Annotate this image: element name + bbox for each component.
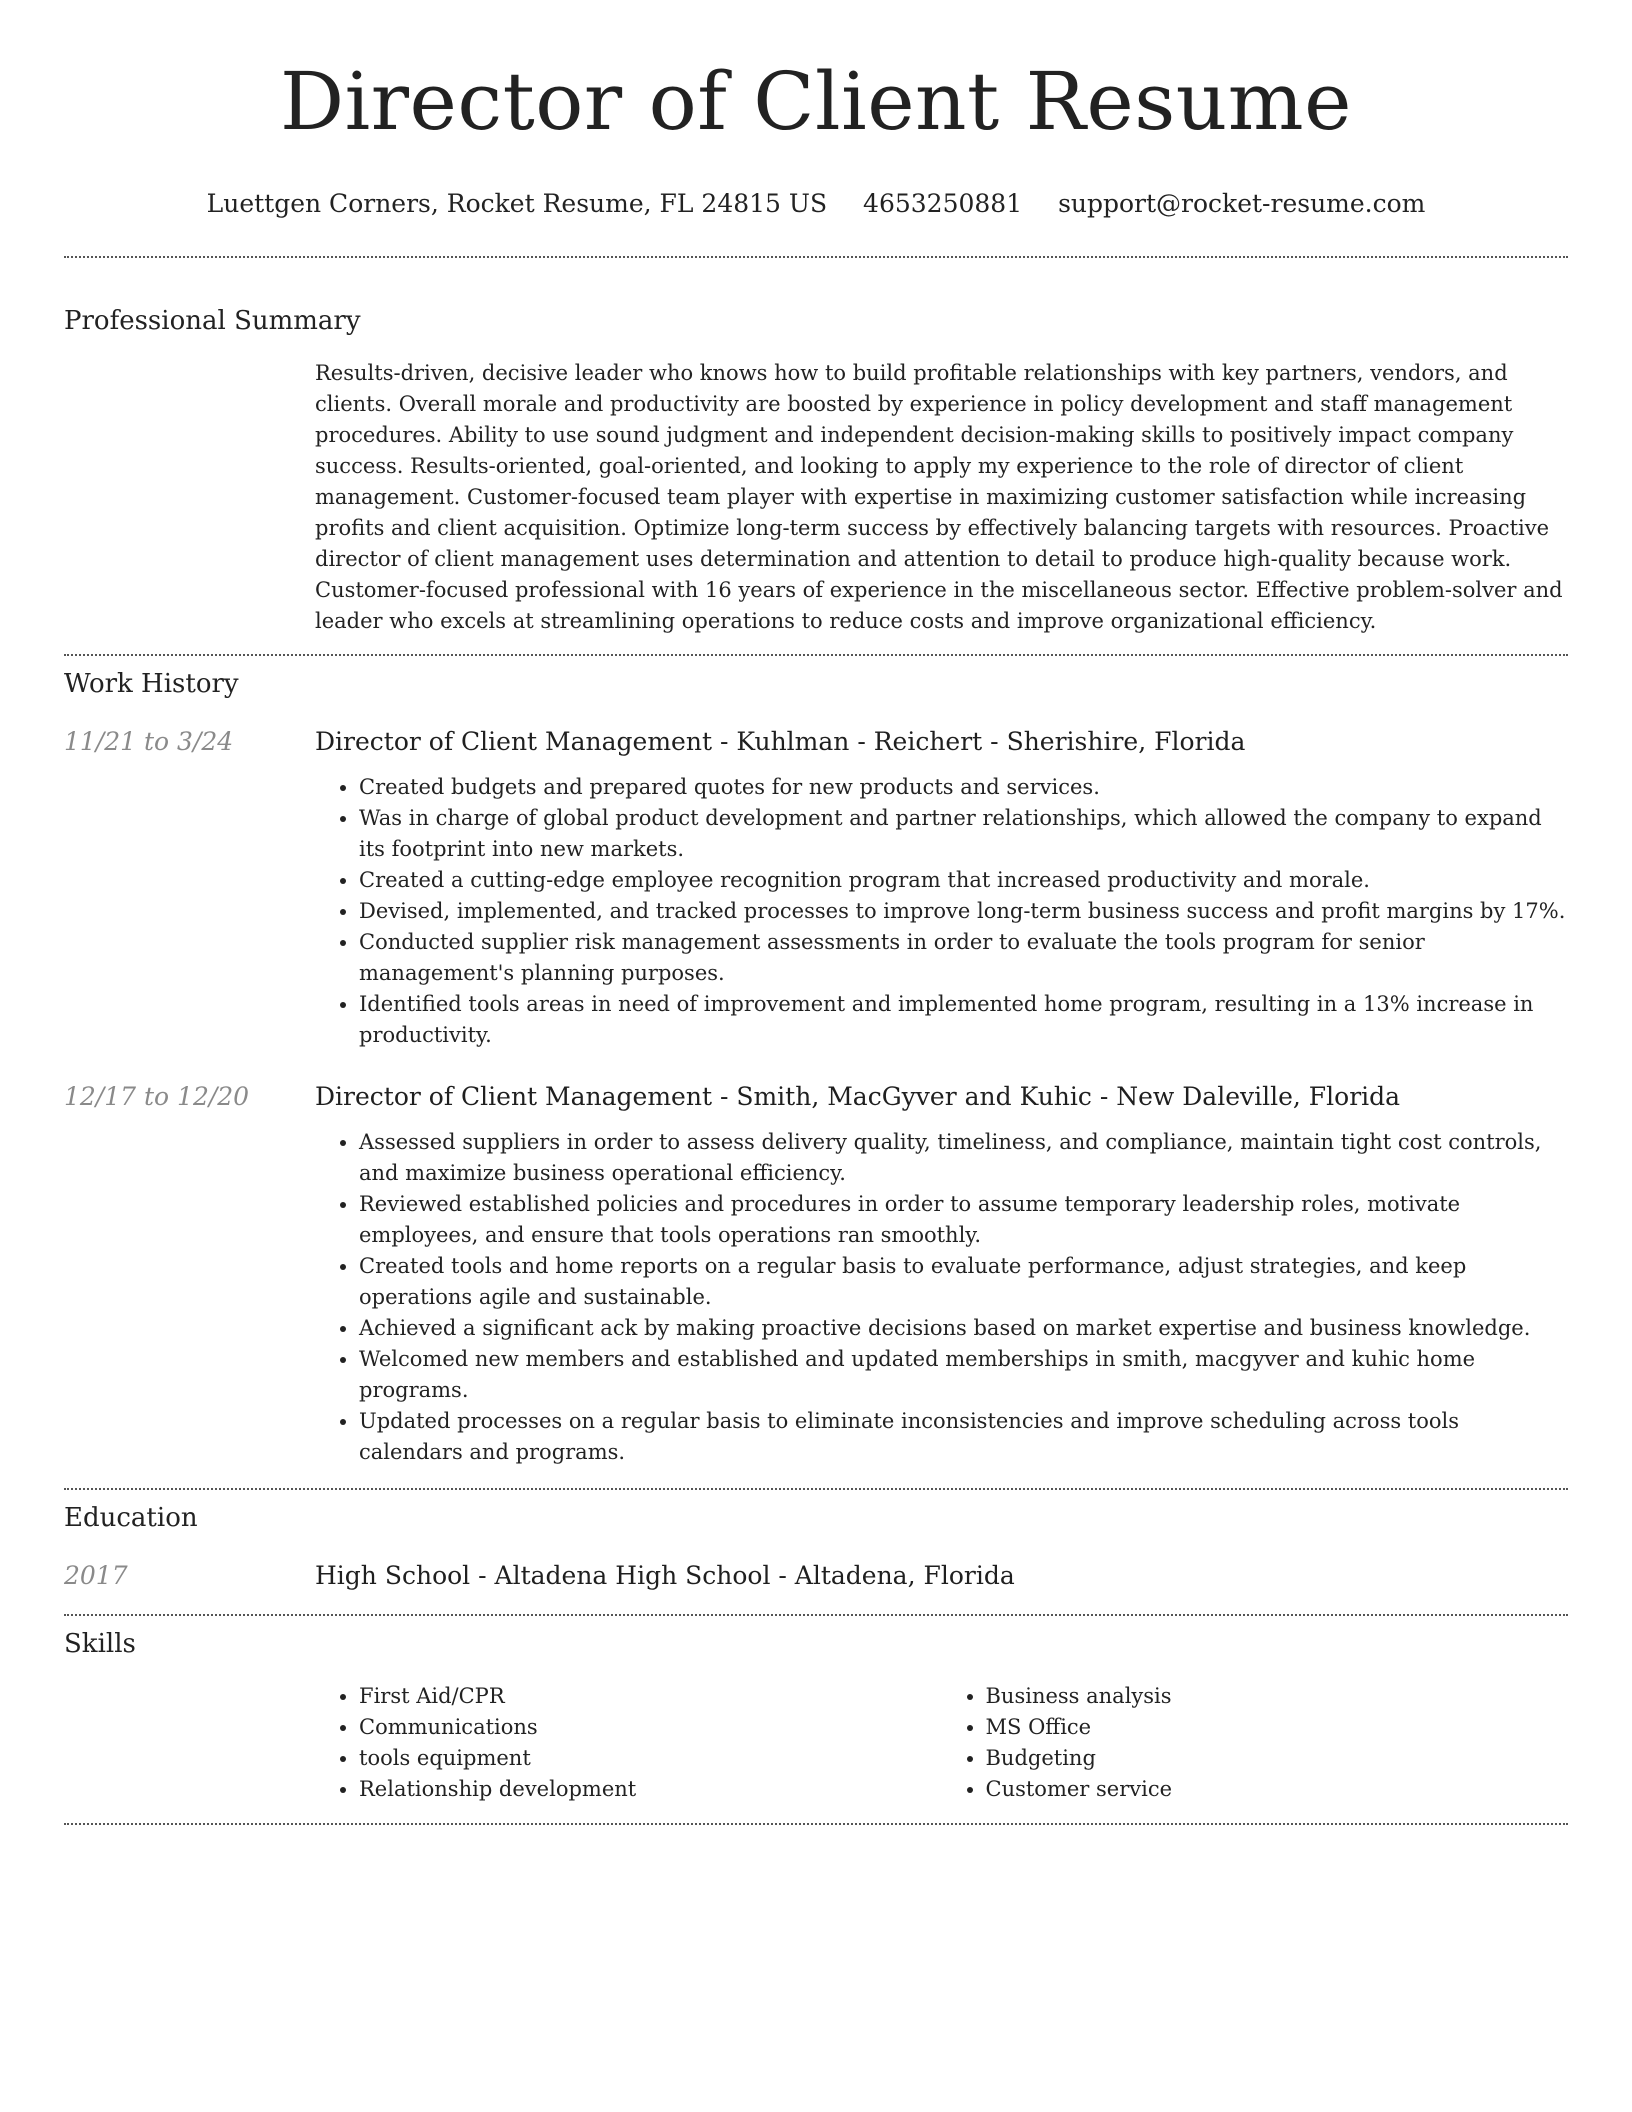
- summary-heading: Professional Summary: [64, 306, 361, 336]
- list-item: • Reviewed established policies and procedures in order to assume temporary leadership roles, motivate employees, and ensure that tools operations ran smoothly.: [359, 1189, 1568, 1251]
- contact-email: support@rocket-resume.com: [1058, 189, 1426, 218]
- divider: [64, 1488, 1568, 1490]
- list-item: • Communications: [359, 1712, 942, 1743]
- job-title: Director of Client Management - Smith, MacGyver and Kuhic - New Daleville, Florida: [315, 1082, 1401, 1111]
- education-entry: [64, 1560, 1568, 1592]
- job-bullets: [315, 772, 1568, 1051]
- list-item: • First Aid/CPR: [359, 1681, 942, 1712]
- skills-list-right: [942, 1681, 1569, 1805]
- contact-line: [64, 188, 1568, 220]
- list-item: • Budgeting: [986, 1743, 1569, 1774]
- list-item: • Identified tools areas in need of improvement and implemented home program, resulting in a 13% increase in productivity.: [359, 989, 1568, 1051]
- skills-row: [64, 1681, 1568, 1805]
- list-item: • MS Office: [986, 1712, 1569, 1743]
- job-title: Director of Client Management - Kuhlman - Reichert - Sherishire, Florida: [315, 727, 1246, 756]
- list-item: • Created tools and home reports on a regular basis to evaluate performance, adjust strategies, and keep operations agile and sustainable.: [359, 1251, 1568, 1313]
- skills-heading: Skills: [64, 1629, 136, 1659]
- skills-section: [64, 1628, 1568, 1805]
- education-heading: Education: [64, 1503, 198, 1533]
- education-year: 2017: [64, 1561, 128, 1590]
- list-item: • Devised, implemented, and tracked processes to improve long-term business success and profit margins by 17%.: [359, 896, 1568, 927]
- list-item: • Welcomed new members and established and updated memberships in smith, macgyver and kuhic home programs.: [359, 1344, 1568, 1406]
- resume-title: Director of Client Resume: [280, 55, 1352, 148]
- list-item: • tools equipment: [359, 1743, 942, 1774]
- contact-address: Luettgen Corners, Rocket Resume, FL 24815 US: [206, 189, 828, 218]
- list-item: • Customer service: [986, 1774, 1569, 1805]
- skills-list-left: [315, 1681, 942, 1805]
- summary-section: [64, 305, 1568, 637]
- job-entry: [64, 1081, 1568, 1468]
- list-item: • Relationship development: [359, 1774, 942, 1805]
- job-dates: 12/17 to 12/20: [64, 1082, 250, 1111]
- list-item: • Business analysis: [986, 1681, 1569, 1712]
- contact-phone: 4653250881: [863, 189, 1023, 218]
- list-item: • Was in charge of global product development and partner relationships, which allowed the company to expand its footprint into new markets.: [359, 803, 1568, 865]
- education-detail: High School - Altadena High School - Altadena, Florida: [315, 1561, 1015, 1590]
- skills-spacer: [64, 1681, 315, 1805]
- divider: [64, 654, 1568, 656]
- list-item: • Created budgets and prepared quotes for new products and services.: [359, 772, 1568, 803]
- divider: [64, 1614, 1568, 1616]
- summary-spacer: [64, 358, 315, 637]
- education-section: [64, 1502, 1568, 1592]
- divider: [64, 1823, 1568, 1825]
- summary-row: [64, 358, 1568, 637]
- list-item: • Conducted supplier risk management assessments in order to evaluate the tools program for senior management's planning purposes.: [359, 927, 1568, 989]
- list-item: • Created a cutting-edge employee recognition program that increased productivity and morale.: [359, 865, 1568, 896]
- list-item: • Assessed suppliers in order to assess delivery quality, timeliness, and compliance, maintain tight cost controls, and maximize business operational efficiency.: [359, 1127, 1568, 1189]
- job-bullets: [315, 1127, 1568, 1468]
- summary-text: Results-driven, decisive leader who knows how to build profitable relationships with key partners, vendors, and clients. Overall morale and productivity are boosted by experience in policy development and staff management procedures. Ability to use sound judgment and independent decision-making skills to positively impact company success. Results-oriented, goal-oriented, and looking to apply my experience to the role of director of client management. Customer-focused team player with expertise in maximizing customer satisfaction while increasing profits and client acquisition. Optimize long-term success by effectively balancing targets with resources. Proactive director of client management uses determination and attention to detail to produce high-quality because work. Customer-focused professional with 16 years of experience in the miscellaneous sector. Effective problem-solver and leader who excels at streamlining operations to reduce costs and improve organizational efficiency.: [315, 361, 1563, 633]
- list-item: • Updated processes on a regular basis to eliminate inconsistencies and improve scheduling across tools calendars and programs.: [359, 1406, 1568, 1468]
- list-item: • Achieved a significant ack by making proactive decisions based on market expertise and business knowledge.: [359, 1313, 1568, 1344]
- job-entry: [64, 726, 1568, 1051]
- job-dates: 11/21 to 3/24: [64, 727, 234, 756]
- work-history-section: [64, 668, 1568, 1468]
- work-history-heading: Work History: [64, 669, 239, 699]
- divider: [64, 256, 1568, 258]
